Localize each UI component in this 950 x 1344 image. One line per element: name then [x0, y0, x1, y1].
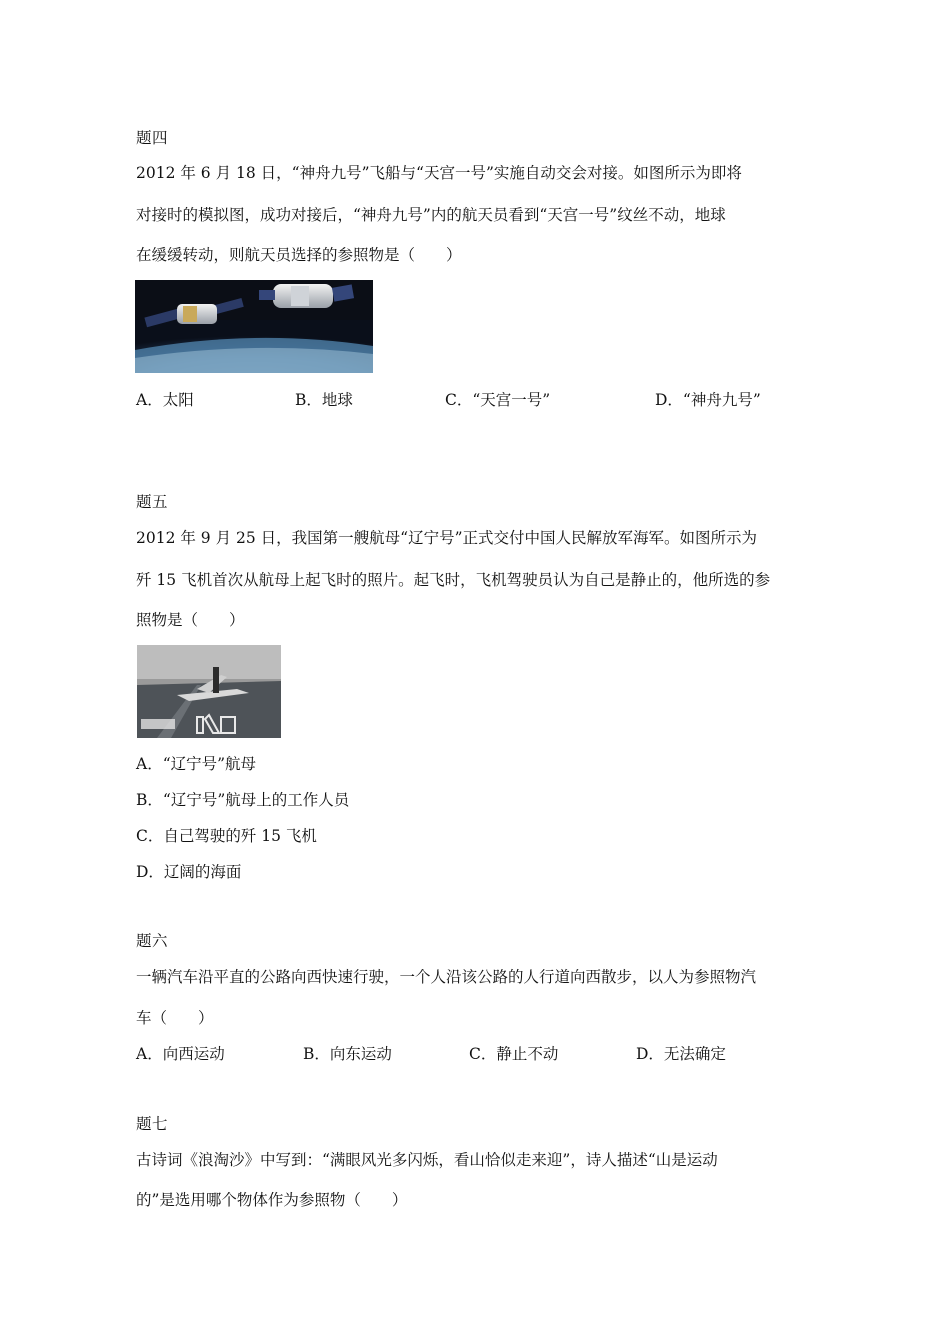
- q5-line-2: 歼 15 飞机首次从航母上起飞时的照片。起飞时，飞机驾驶员认为自己是静止的，他所选的参: [136, 571, 771, 589]
- q5-option-b: B．“辽宁号”航母上的工作人员: [136, 791, 350, 809]
- q5-line-3: 照物是（ ）: [136, 611, 245, 629]
- q4-option-a: A．太阳: [136, 391, 194, 409]
- q6-line-2: 车（ ）: [136, 1009, 214, 1027]
- q6-option-d: D．无法确定: [636, 1045, 726, 1063]
- q6-option-c: C．静止不动: [469, 1045, 559, 1063]
- q4-option-b: B．地球: [295, 391, 353, 409]
- q5-option-a: A．“辽宁号”航母: [136, 755, 257, 773]
- q4-line-3: 在缓缓转动，则航天员选择的参照物是（ ）: [136, 246, 462, 264]
- q5-option-d: D．辽阔的海面: [136, 863, 242, 881]
- q6-line-1: 一辆汽车沿平直的公路向西快速行驶，一个人沿该公路的人行道向西散步，以人为参照物汽: [136, 968, 757, 986]
- q4-line-2: 对接时的模拟图，成功对接后，“神舟九号”内的航天员看到“天宫一号”纹丝不动，地球: [136, 206, 726, 224]
- spacecraft-docking-image: [135, 280, 373, 373]
- q4-line-1: 2012 年 6 月 18 日，“神舟九号”飞船与“天宫一号”实施自动交会对接。如图所示为即将: [136, 164, 742, 182]
- q4-heading: 题四: [136, 129, 169, 147]
- q6-option-a: A．向西运动: [136, 1045, 225, 1063]
- q6-heading: 题六: [136, 932, 169, 950]
- q4-option-c: C．“天宫一号”: [445, 391, 551, 409]
- q5-option-c: C．自己驾驶的歼 15 飞机: [136, 827, 317, 845]
- q5-heading: 题五: [136, 493, 169, 511]
- q6-option-b: B．向东运动: [303, 1045, 392, 1063]
- jet-takeoff-image: [137, 645, 281, 738]
- q4-option-d: D．“神舟九号”: [655, 391, 761, 409]
- q5-line-1: 2012 年 9 月 25 日，我国第一艘航母“辽宁号”正式交付中国人民解放军海军。如图所示为: [136, 529, 758, 547]
- q7-heading: 题七: [136, 1115, 169, 1133]
- q7-line-2: 的”是选用哪个物体作为参照物（ ）: [136, 1191, 408, 1209]
- q7-line-1: 古诗词《浪淘沙》中写到：“满眼风光多闪烁，看山恰似走来迎”，诗人描述“山是运动: [136, 1151, 718, 1169]
